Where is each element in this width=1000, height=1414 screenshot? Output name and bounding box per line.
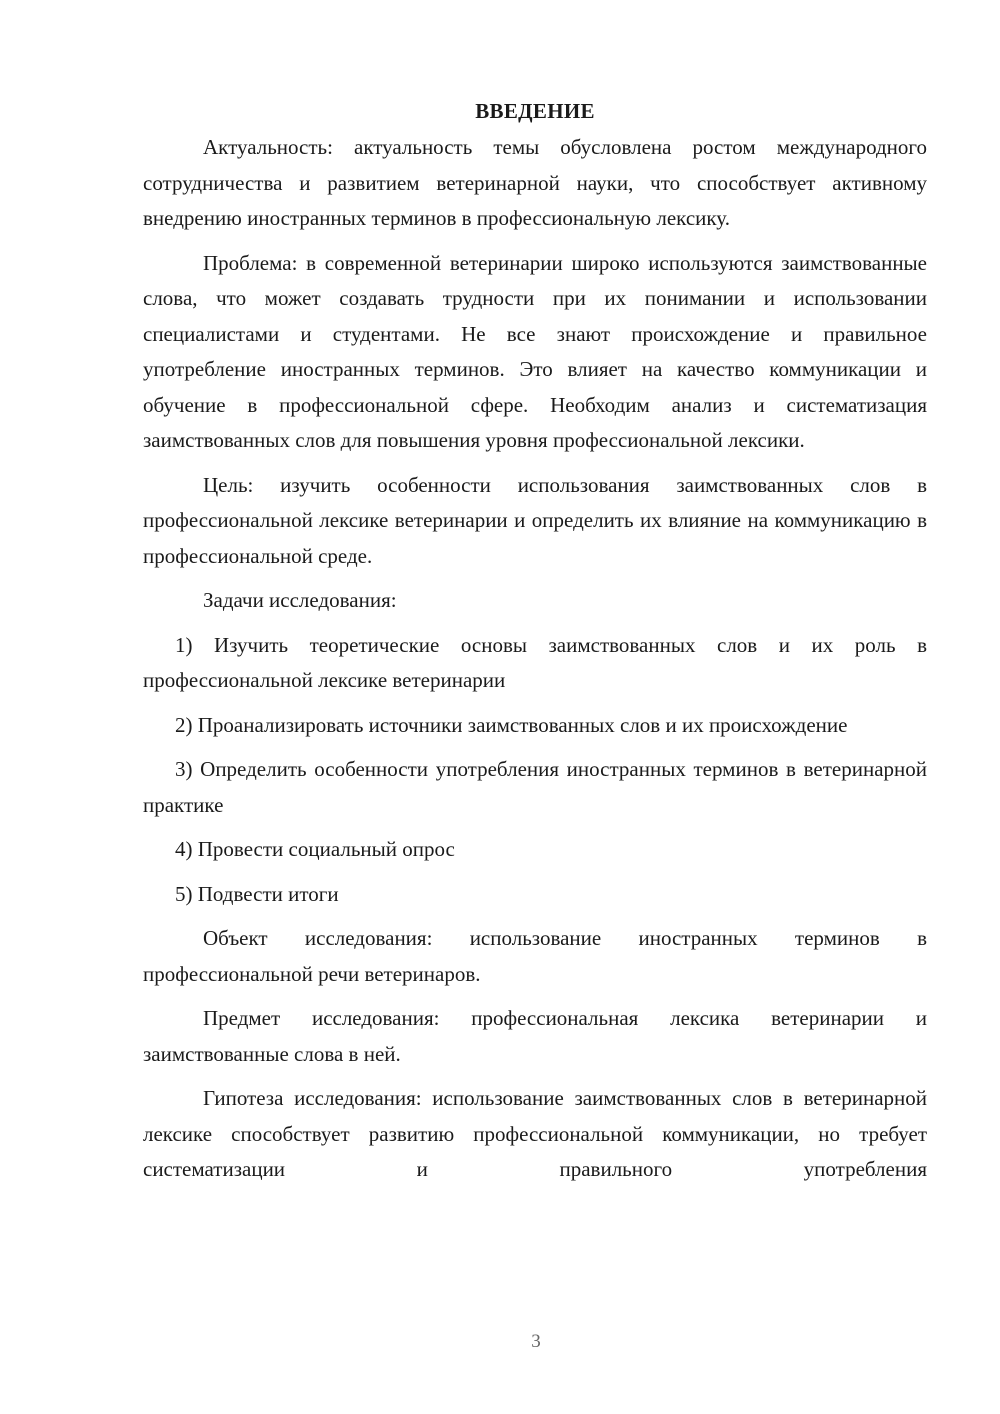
page-number: 3	[531, 1331, 541, 1352]
task-item: 2) Проанализировать источники заимствованных слов и их происхождение	[175, 712, 848, 737]
document-title: ВВЕДЕНИЕ	[475, 99, 595, 123]
paragraph-hypothesis: Гипотеза исследования: использование заимствованных слов в ветеринарной лексике способствует развитию профессиональной коммуникации, но требует систематизации и правильного употребления	[143, 1086, 927, 1181]
task-item: 1) Изучить теоретические основы заимствованных слов и их роль в профессиональной лексике ветеринарии	[143, 632, 927, 692]
paragraph-problem: Проблема: в современной ветеринарии широко используются заимствованные слова, что может создавать трудности при их понимании и использовании специалистами и студентами. Не все знают происхождение и правильное употребление иностранных терминов. Это влияет на качество коммуникации и обучение в профессиональной сфере. Необходим анализ и систематизация заимствованных слов для повышения уровня профессиональной лексики.	[143, 250, 927, 452]
paragraph-subject: Предмет исследования: профессиональная лексика ветеринарии и заимствованные слова в ней.	[143, 1006, 927, 1066]
paragraph-object: Объект исследования: использование иностранных терминов в профессиональной речи ветеринаров.	[143, 926, 927, 986]
task-item: 3) Определить особенности употребления иностранных терминов в ветеринарной практике	[143, 757, 927, 817]
task-item: 5) Подвести итоги	[175, 881, 339, 906]
document-page	[143, 95, 927, 1197]
paragraph-relevance: Актуальность: актуальность темы обусловлена ростом международного сотрудничества и развитием ветеринарной науки, что способствует активному внедрению иностранных терминов в профессиональную лексику.	[143, 135, 927, 230]
paragraph-goal: Цель: изучить особенности использования заимствованных слов в профессиональной лексике ветеринарии и определить их влияние на коммуникацию в профессиональной среде.	[143, 472, 927, 568]
task-item: 4) Провести социальный опрос	[175, 837, 455, 861]
paragraph-tasks-heading: Задачи исследования:	[203, 588, 397, 612]
